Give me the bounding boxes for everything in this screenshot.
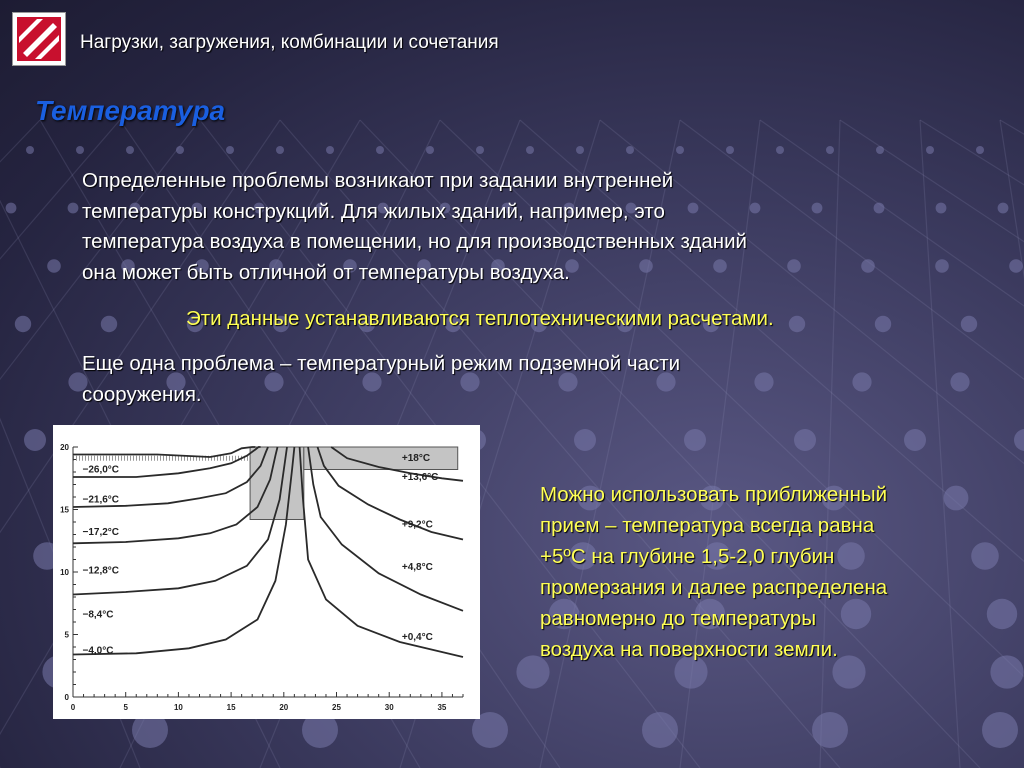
bg-dot <box>574 429 596 451</box>
bg-dot <box>998 203 1009 214</box>
bg-dot <box>926 146 934 154</box>
x-tick-label: 20 <box>279 703 289 712</box>
paragraph-approximation <box>540 479 887 665</box>
bg-dot <box>47 259 61 273</box>
paragraph-thermal-calc: Эти данные устанавливаются теплотехническими расчетами. <box>186 307 774 330</box>
bg-dot <box>68 203 79 214</box>
bg-dot <box>852 372 871 391</box>
chart-svg <box>53 425 480 719</box>
y-tick-label: 0 <box>64 693 69 702</box>
text-line: она может быть отличной от температуры воздуха. <box>82 260 570 284</box>
x-tick-label: 10 <box>173 703 183 712</box>
left-isotherm-label: −17,2°C <box>82 526 120 538</box>
text-line: сооружения. <box>82 382 202 406</box>
bg-dot <box>935 259 949 273</box>
text-line: прием – температура всегда равна <box>540 514 875 537</box>
text-line: Можно использовать приближенный <box>540 483 888 506</box>
bg-dot <box>26 146 34 154</box>
text-line: Определенные проблемы возникают при задании внутренней <box>82 169 674 192</box>
paragraph-internal-temperature <box>82 166 747 288</box>
bg-dot <box>754 372 773 391</box>
text-line: температура воздуха в помещении, но для производственных зданий <box>82 230 748 253</box>
y-tick-label: 20 <box>60 443 69 452</box>
x-tick-label: 35 <box>437 703 447 712</box>
bg-dot <box>982 712 1018 748</box>
bg-dot <box>6 203 17 214</box>
bg-dot <box>875 316 891 332</box>
right-isotherm-label: +18°C <box>401 453 431 464</box>
bg-dot <box>1014 429 1024 451</box>
bg-dot <box>376 146 384 154</box>
x-tick-label: 15 <box>226 703 236 712</box>
left-isotherm-label: −21,6°C <box>82 494 120 506</box>
bg-dot <box>876 146 884 154</box>
text-line: воздуха на поверхности земли. <box>540 638 838 661</box>
bg-dot <box>176 146 184 154</box>
bg-dot <box>726 146 734 154</box>
bg-dot <box>76 146 84 154</box>
y-tick-label: 10 <box>60 568 69 577</box>
section-title: Температура <box>35 95 226 126</box>
bg-dot <box>812 712 848 748</box>
x-tick-label: 0 <box>70 703 76 712</box>
bg-dot <box>861 259 875 273</box>
bg-dot <box>874 203 885 214</box>
text-line: температуры конструкций. Для жилых зданий, например, это <box>82 199 665 223</box>
temperature-chart <box>53 425 480 719</box>
paragraph-underground <box>82 349 680 410</box>
isotherm-line <box>308 447 463 611</box>
bg-dot <box>944 486 969 511</box>
bg-dot <box>961 316 977 332</box>
bg-grid-line <box>920 120 960 768</box>
bg-dot <box>576 146 584 154</box>
right-isotherm-label: +4,8°C <box>401 561 433 573</box>
bg-dot <box>971 542 999 570</box>
bg-dot <box>426 146 434 154</box>
bg-dot <box>936 203 947 214</box>
structure-slab <box>304 447 458 470</box>
bg-dot <box>276 146 284 154</box>
x-tick-label: 5 <box>123 703 128 712</box>
text-line: промерзания и далее распределена <box>540 576 888 599</box>
bg-dot <box>676 146 684 154</box>
bg-dot <box>789 316 805 332</box>
bg-dot <box>126 146 134 154</box>
left-isotherm-label: −12,8°C <box>82 565 120 577</box>
left-isotherm-label: −8,4°C <box>82 609 114 621</box>
text-line: +5ºС на глубине 1,5-2,0 глубин <box>540 545 835 568</box>
logo-mark-icon <box>13 13 65 65</box>
bg-dot <box>776 146 784 154</box>
bg-dot <box>684 429 706 451</box>
bg-dot <box>626 146 634 154</box>
x-tick-label: 25 <box>332 703 341 712</box>
bg-dot <box>101 316 117 332</box>
logo <box>12 12 66 66</box>
bg-dot <box>794 429 816 451</box>
x-tick-label: 30 <box>384 703 394 712</box>
bg-dot <box>750 203 761 214</box>
bg-dot <box>526 146 534 154</box>
bg-dot <box>976 146 984 154</box>
y-tick-label: 5 <box>64 630 69 640</box>
bg-dot <box>476 146 484 154</box>
bg-dot <box>990 655 1023 688</box>
bg-dot <box>326 146 334 154</box>
bg-dot <box>15 316 31 332</box>
bg-dot <box>950 372 969 391</box>
right-isotherm-label: +13,6°C <box>401 471 439 483</box>
bg-dot <box>826 146 834 154</box>
bg-dot <box>1009 259 1023 273</box>
bg-dot <box>226 146 234 154</box>
bg-dot <box>987 599 1017 629</box>
bg-dot <box>24 429 46 451</box>
bg-dot <box>904 429 926 451</box>
bg-dot <box>642 712 678 748</box>
bg-dot <box>787 259 801 273</box>
bg-dot <box>812 203 823 214</box>
left-isotherm-label: −26,0°C <box>82 464 120 476</box>
right-isotherm-label: +9,2°C <box>401 519 433 531</box>
isotherm-line <box>73 447 255 457</box>
text-line: Еще одна проблема – температурный режим подземной части <box>82 352 681 375</box>
right-isotherm-label: +0,4°C <box>401 631 433 643</box>
text-line: равномерно до температуры <box>540 607 817 630</box>
left-isotherm-label: −4,0°C <box>82 645 114 657</box>
y-tick-label: 15 <box>60 505 69 515</box>
header-title: Нагрузки, загружения, комбинации и сочетания <box>80 32 499 53</box>
